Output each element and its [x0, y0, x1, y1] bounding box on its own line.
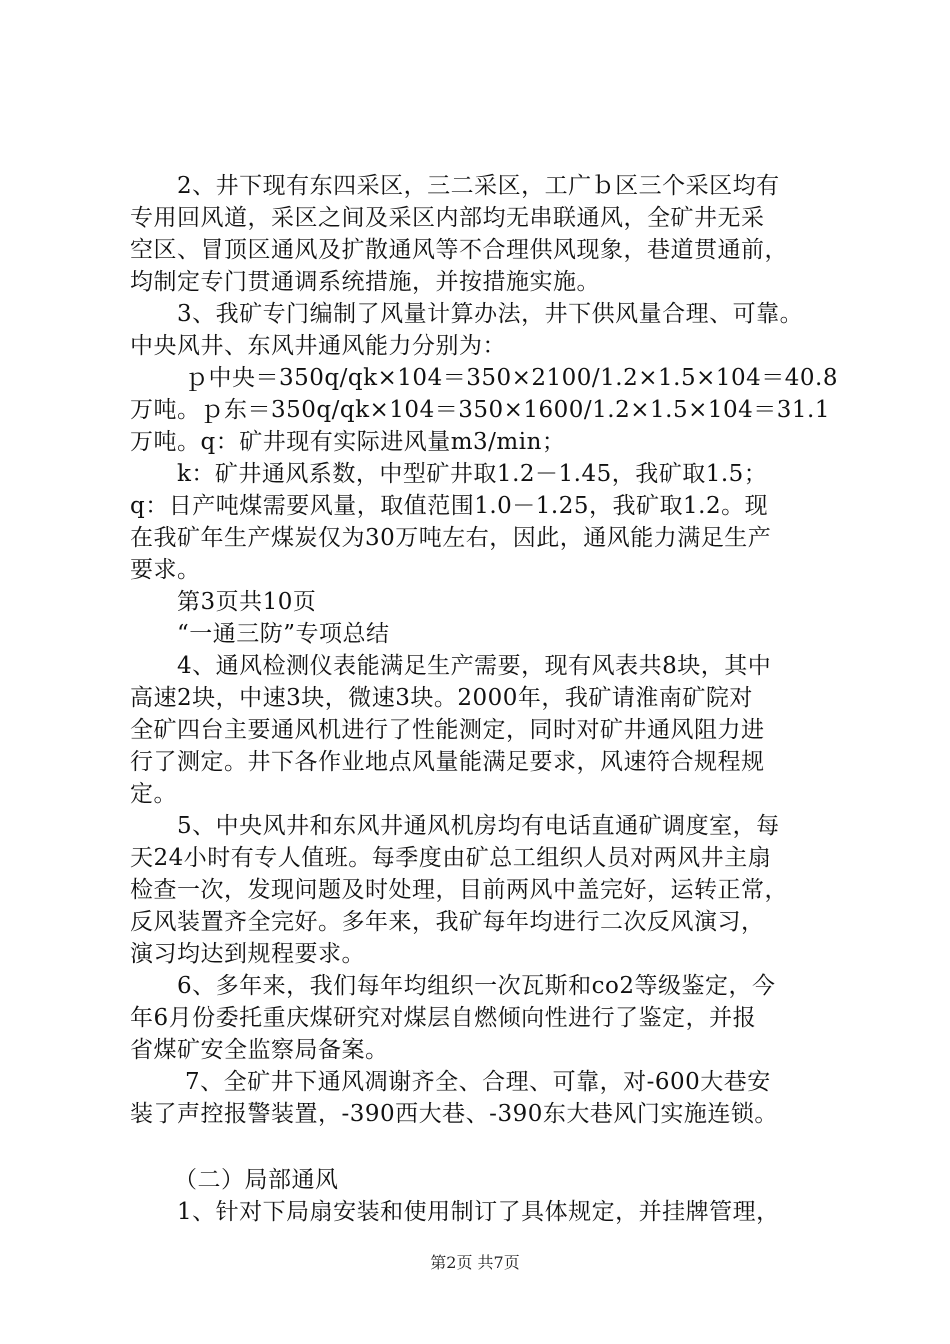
- formula-line: ｐ中央＝350q/qk×104＝350×2100/1.2×1.5×104＝40.8: [185, 365, 838, 391]
- paragraph-2-line: 空区、冒顶区通风及扩散通风等不合理供风现象，巷道贯通前，: [130, 237, 788, 263]
- paragraph-4-line: 行了测定。井下各作业地点风量能满足要求，风速符合规程规: [130, 749, 765, 775]
- paragraph-4-line: 高速2块，中速3块，微速3块。2000年，我矿请淮南矿院对: [130, 685, 753, 711]
- document-body: [130, 170, 840, 1228]
- paragraph-3-line: 3、我矿专门编制了风量计算办法，井下供风量合理、可靠。: [177, 301, 804, 327]
- paragraph-5-line: 5、中央风井和东风井通风机房均有电话直通矿调度室，每: [177, 813, 780, 839]
- paragraph-3-line: 中央风井、东风井通风能力分别为：: [130, 333, 506, 359]
- paragraph-local-1-line: 1、针对下局扇安装和使用制订了具体规定，并挂牌管理，: [177, 1199, 780, 1225]
- paragraph-6-line: 省煤矿安全监察局备案。: [130, 1037, 389, 1063]
- paragraph-2-line: 均制定专门贯通调系统措施，并按措施实施。: [130, 269, 600, 295]
- coefficient-line: k：矿井通风系数，中型矿井取1.2－1.45，我矿取1.5；: [177, 461, 768, 487]
- paragraph-spacer: [130, 1130, 840, 1164]
- paragraph-5-line: 反风装置齐全完好。多年来，我矿每年均进行二次反风演习，: [130, 909, 765, 935]
- formula-line: 万吨。q：矿井现有实际进风量m3/min；: [130, 429, 566, 455]
- coefficient-line: 在我矿年生产煤炭仅为30万吨左右，因此，通风能力满足生产: [130, 525, 772, 551]
- paragraph-7-line: 装了声控报警装置，-390西大巷、-390东大巷风门实施连锁。: [130, 1101, 778, 1127]
- inline-page-marker: 第3页共10页: [177, 589, 317, 615]
- coefficient-line: 要求。: [130, 557, 201, 583]
- paragraph-5-line: 演习均达到规程要求。: [130, 941, 365, 967]
- paragraph-5-line: 检查一次，发现问题及时处理，目前两风中盖完好，运转正常，: [130, 877, 788, 903]
- formula-line: 万吨。ｐ东＝350q/qk×104＝350×1600/1.2×1.5×104＝31.1: [130, 397, 830, 423]
- paragraph-2-line: 2、井下现有东四采区，三二采区，工广ｂ区三个采区均有: [177, 173, 780, 199]
- paragraph-6-line: 年6月份委托重庆煤研究对煤层自燃倾向性进行了鉴定，并报: [130, 1005, 757, 1031]
- paragraph-4-line: 定。: [130, 781, 177, 807]
- paragraph-5-line: 天24小时有专人值班。每季度由矿总工组织人员对两风井主扇: [130, 845, 772, 871]
- inline-section-title: “一通三防”专项总结: [177, 621, 390, 647]
- paragraph-4-line: 全矿四台主要通风机进行了性能测定，同时对矿井通风阻力进: [130, 717, 765, 743]
- paragraph-6-line: 6、多年来，我们每年均组织一次瓦斯和co2等级鉴定，今: [177, 973, 776, 999]
- paragraph-2-line: 专用回风道，采区之间及采区内部均无串联通风，全矿井无采: [130, 205, 765, 231]
- paragraph-4-line: 4、通风检测仪表能满足生产需要，现有风表共8块，其中: [177, 653, 772, 679]
- page-footer: 第2页 共7页: [430, 1253, 520, 1272]
- section-heading-local-ventilation: （二）局部通风: [174, 1167, 339, 1193]
- coefficient-line: q：日产吨煤需要风量，取值范围1.0－1.25，我矿取1.2。现: [130, 493, 769, 519]
- paragraph-7-line: 7、全矿井下通风凋谢齐全、合理、可靠，对-600大巷安: [185, 1069, 771, 1095]
